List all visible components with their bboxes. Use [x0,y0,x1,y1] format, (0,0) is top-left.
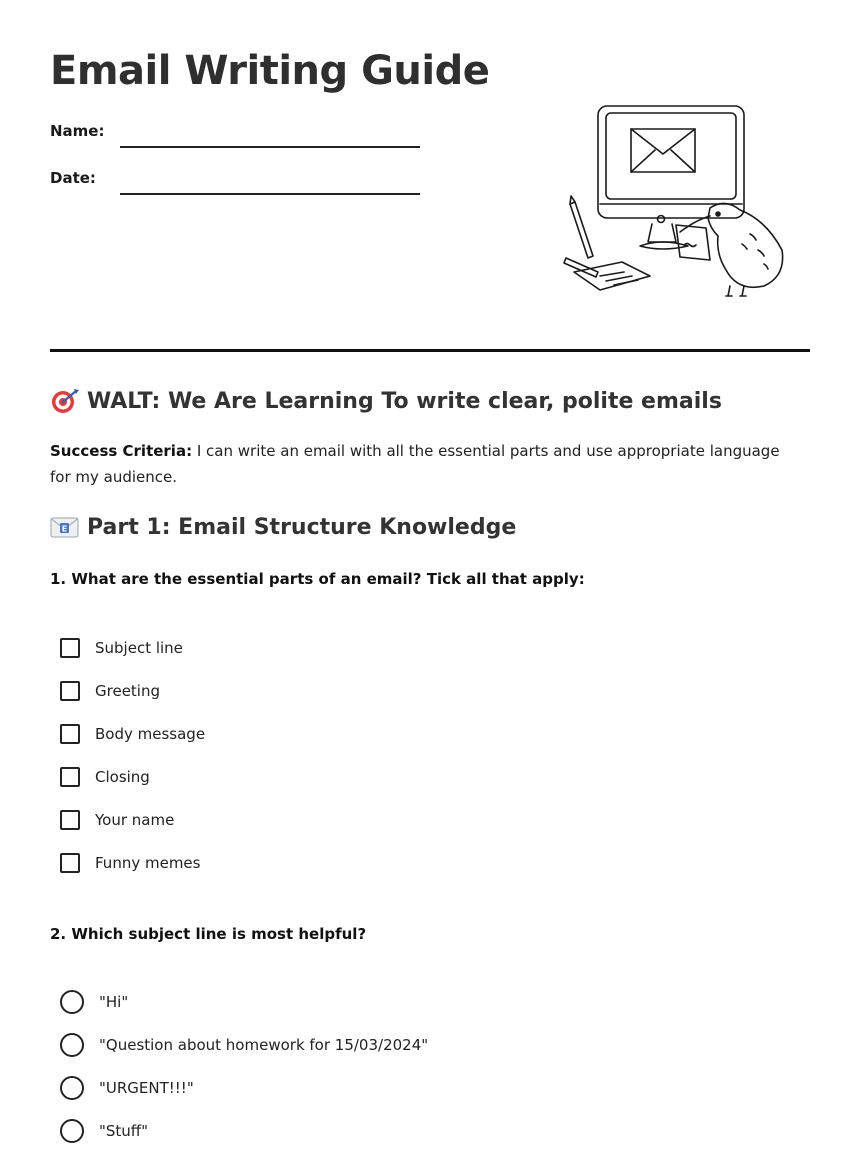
checkbox-label: Closing [95,768,150,786]
checkbox-option[interactable] [60,721,205,747]
target-icon [50,388,80,414]
radio-option[interactable] [60,989,128,1015]
checkbox-label: Your name [95,811,175,829]
checkbox-label: Greeting [95,682,160,700]
part1-heading [50,514,516,540]
checkbox[interactable] [60,810,80,830]
checkbox-option[interactable] [60,764,150,790]
success-criteria-text: I can write an email with all the essential parts and use appropriate language for my audience. [50,442,780,486]
radio-button[interactable] [60,1076,84,1100]
checkbox-option[interactable] [60,850,200,876]
name-field [50,122,430,152]
success-criteria-label: Success Criteria: [50,442,193,460]
radio-label: "URGENT!!!" [99,1079,194,1097]
radio-label: "Question about homework for 15/03/2024" [99,1036,429,1054]
part1-heading-text: Part 1: Email Structure Knowledge [87,514,517,540]
header-divider [50,349,810,352]
checkbox[interactable] [60,853,80,873]
radio-option[interactable] [60,1032,428,1058]
checkbox-label: Funny memes [95,854,201,872]
computer-kiwi-illustration-icon [560,100,790,300]
radio-button[interactable] [60,990,84,1014]
svg-text:E: E [61,524,68,534]
walt-heading [50,388,722,414]
name-label: Name: [50,122,105,140]
checkbox[interactable] [60,638,80,658]
date-field [50,169,430,199]
email-icon [50,514,80,540]
date-label: Date: [50,169,96,187]
radio-option[interactable] [60,1075,194,1101]
radio-button[interactable] [60,1119,84,1143]
checkbox-option[interactable] [60,807,174,833]
page-title: Email Writing Guide [50,48,490,94]
name-input-line[interactable] [120,146,420,148]
radio-label: "Hi" [99,993,129,1011]
checkbox[interactable] [60,724,80,744]
question-2: 2. Which subject line is most helpful? [50,925,367,943]
date-input-line[interactable] [120,193,420,195]
checkbox-label: Subject line [95,639,183,657]
checkbox-option[interactable] [60,678,160,704]
question-1: 1. What are the essential parts of an email? Tick all that apply: [50,570,585,588]
success-criteria [50,438,790,490]
walt-heading-text: WALT: We Are Learning To write clear, polite emails [87,388,722,414]
radio-label: "Stuff" [99,1122,149,1140]
radio-option[interactable] [60,1118,148,1144]
checkbox[interactable] [60,681,80,701]
checkbox-option[interactable] [60,635,183,661]
radio-button[interactable] [60,1033,84,1057]
checkbox[interactable] [60,767,80,787]
checkbox-label: Body message [95,725,206,743]
